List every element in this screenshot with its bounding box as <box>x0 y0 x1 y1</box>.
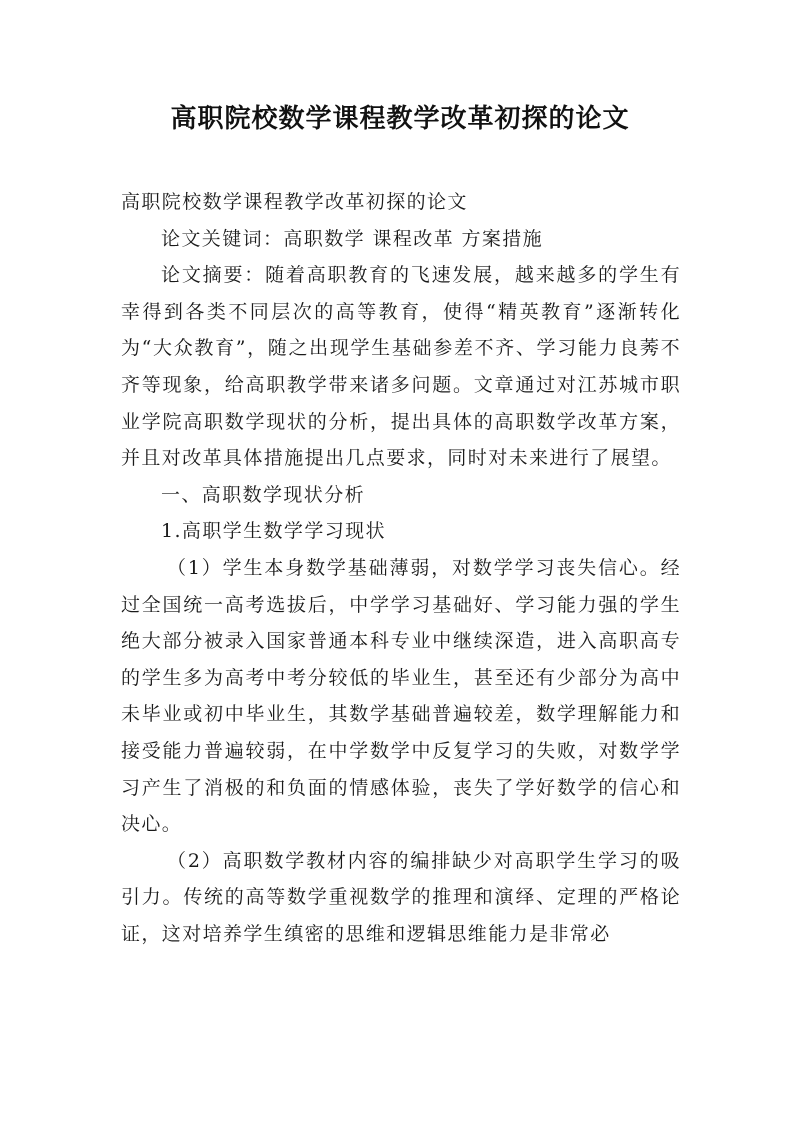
subsection-heading: 1.高职学生数学学习现状 <box>161 520 386 543</box>
keywords-paragraph: 论文关键词：高职数学 课程改革 方案措施 <box>161 227 544 250</box>
document-subtitle: 高职院校数学课程教学改革初探的论文 <box>121 191 468 213</box>
abstract-paragraph: 论文摘要：随着高职教育的飞速发展，越来越多的学生有幸得到各类不同层次的高等教育，使得“精英教育”逐渐转化为“大众教育”，随之出现学生基础参差不齐、学习能力良莠不齐等现象，给高职教学带来诸多问题。文章通过对江苏城市职业学院高职数学现状的分析，提出具体的高职数学改革方案，并且对改革具体措施提出几点要求，同时对未来进行了展望。 <box>121 264 681 470</box>
document-body <box>121 184 681 952</box>
section-heading: 一、高职数学现状分析 <box>161 483 366 506</box>
paragraph-point-2: （2）高职数学教材内容的编排缺少对高职学生学习的吸引力。传统的高等数学重视数学的推理和演绎、定理的严格论证，这对培养学生缜密的思维和逻辑思维能力是非常必 <box>121 849 681 945</box>
document-title: 高职院校数学课程教学改革初探的论文 <box>170 104 630 134</box>
paragraph-point-1: （1）学生本身数学基础薄弱，对数学学习丧失信心。经过全国统一高考选拔后，中学学习基础好、学习能力强的学生绝大部分被录入国家普通本科专业中继续深造，进入高职高专的学生多为高考中考分较低的毕业生，甚至还有少部分为高中未毕业或初中毕业生，其数学基础普遍较差，数学理解能力和接受能力普遍较弱，在中学数学中反复学习的失败，对数学学习产生了消极的和负面的情感体验，丧失了学好数学的信心和决心。 <box>121 556 681 836</box>
